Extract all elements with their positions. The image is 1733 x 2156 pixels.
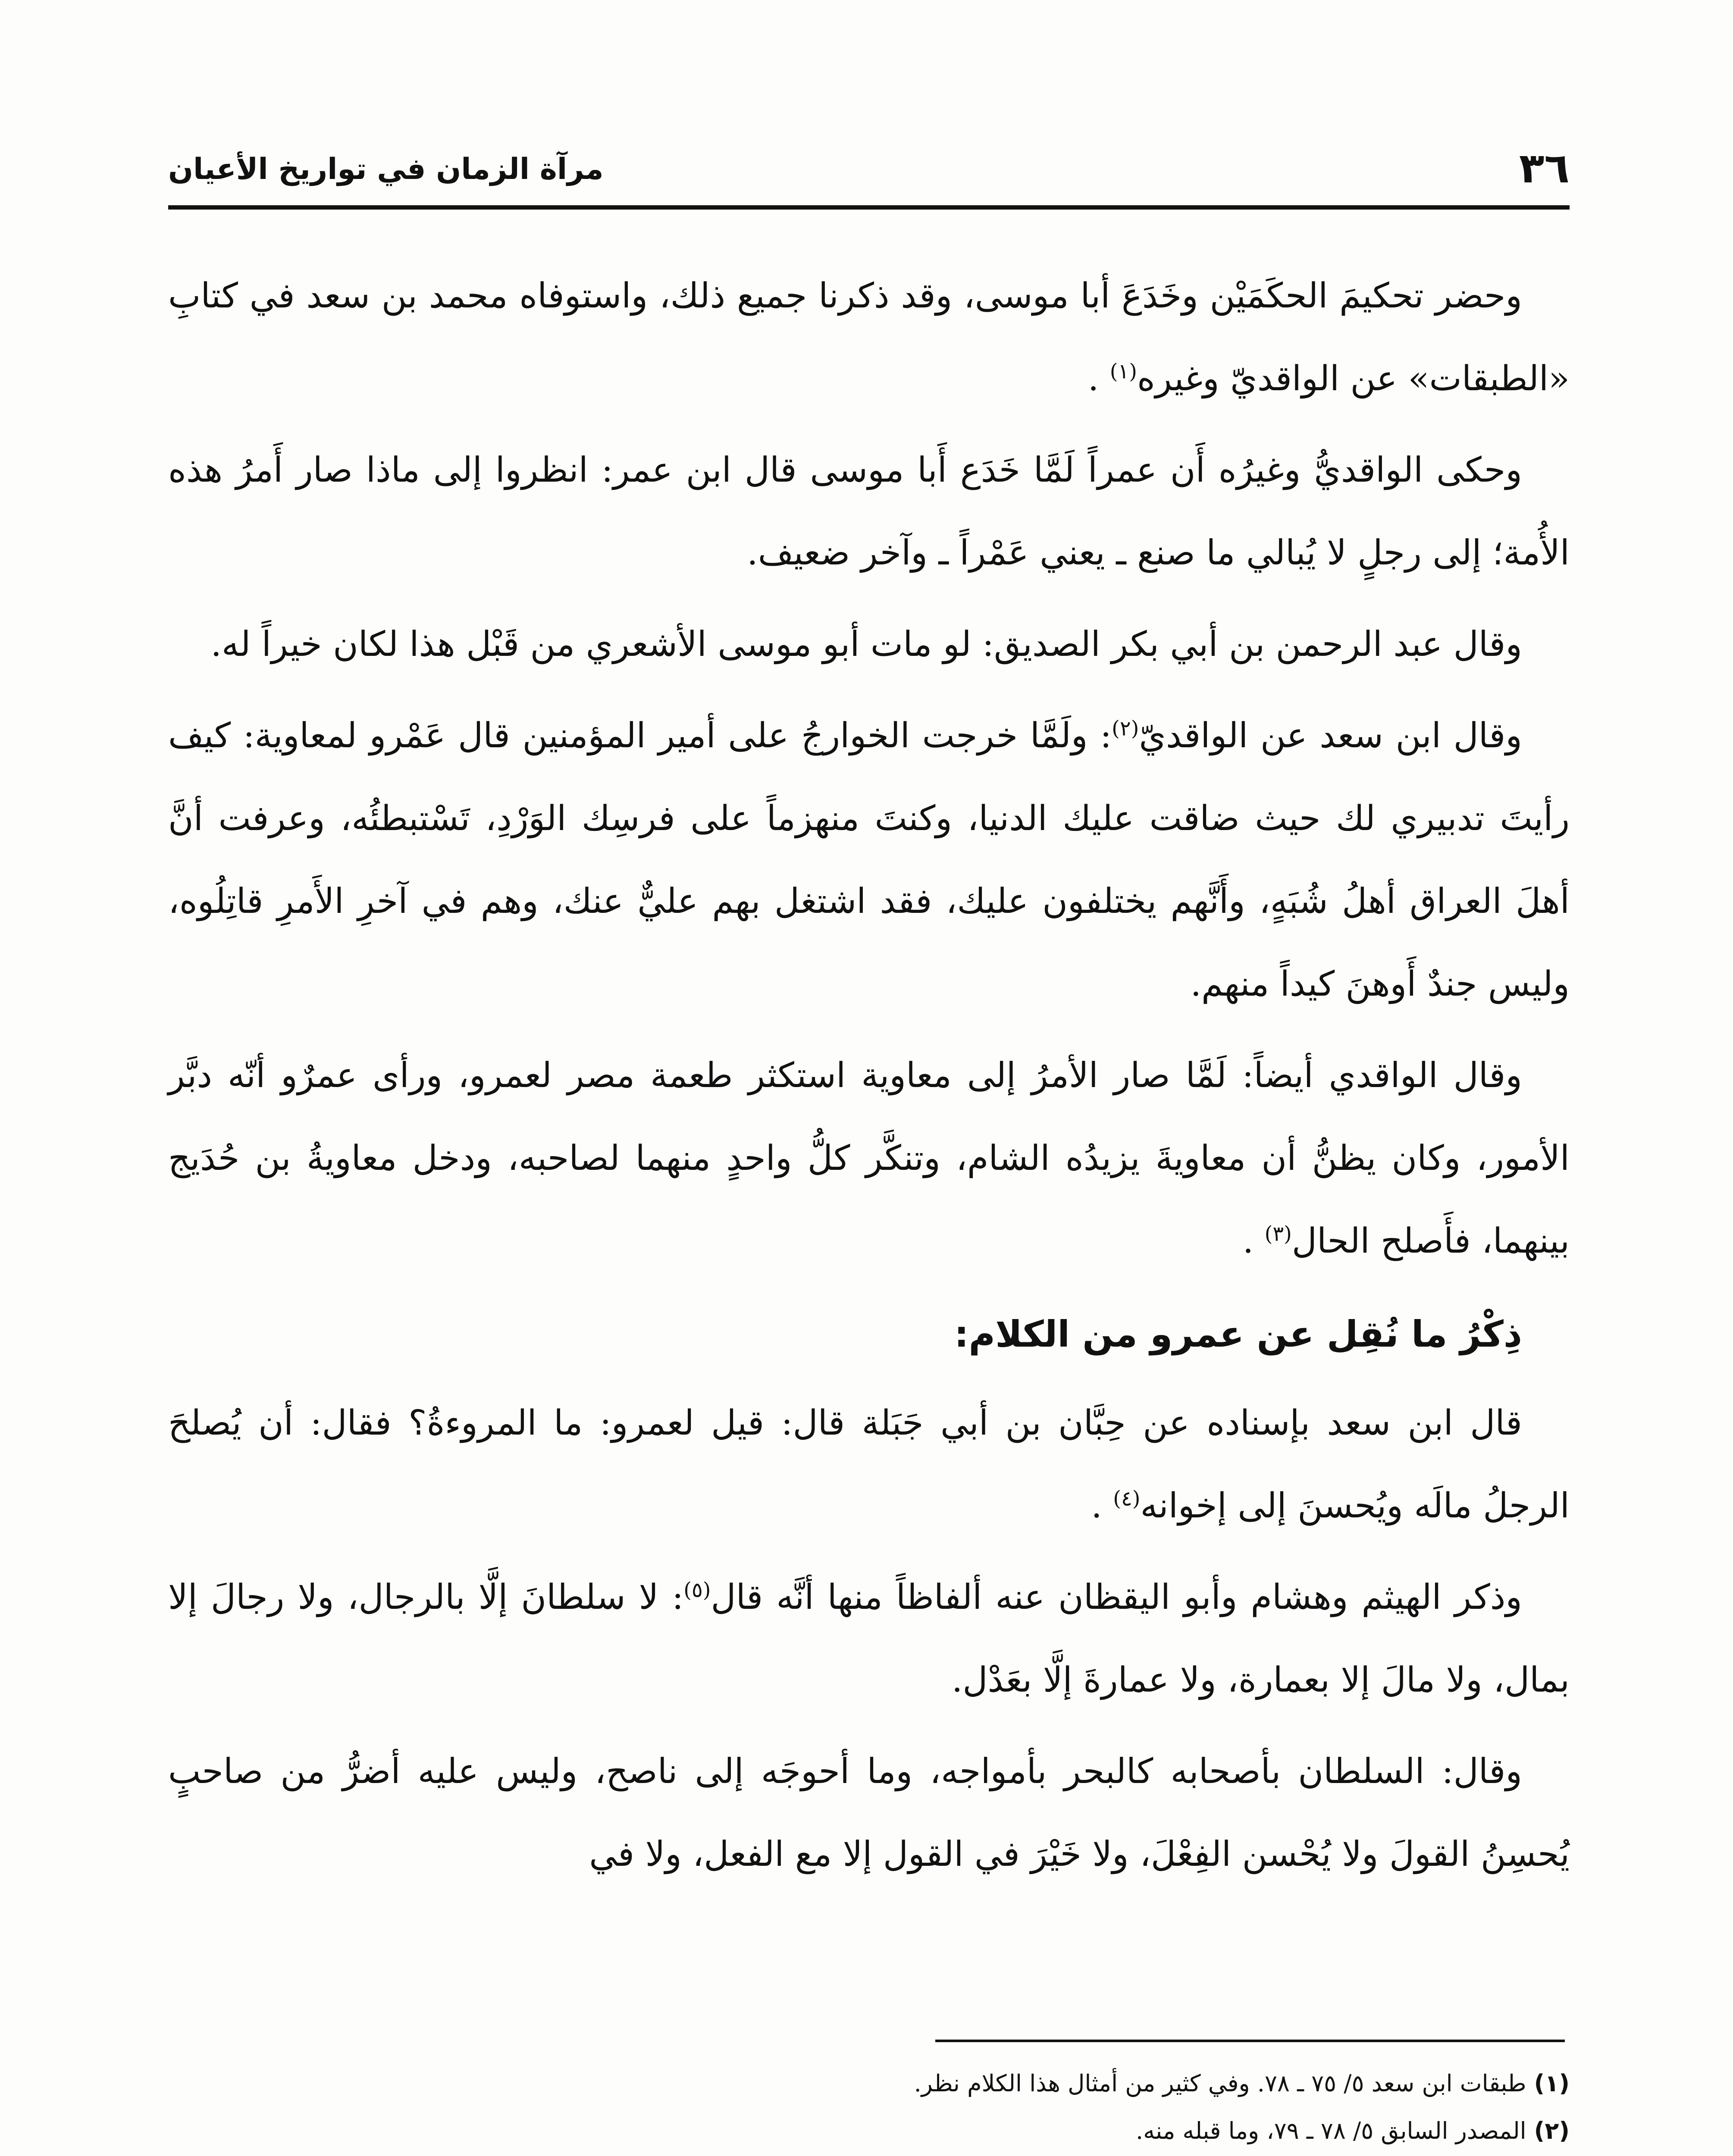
- paragraph-tail: : لا سلطانَ إلَّا بالرجال، ولا رجالَ إلا بمال، ولا مالَ إلا بعمارة، ولا عمارةَ إلَّا بعَدْل.: [168, 1577, 1570, 1700]
- paragraph-text: وذكر الهيثم وهشام وأبو اليقظان عنه ألفاظاً منها أنَّه قال: [711, 1577, 1523, 1617]
- main-text: [168, 254, 1570, 1896]
- footnote-ref: (٢): [1112, 716, 1139, 741]
- footnote-number: (٢): [1534, 2117, 1570, 2144]
- paragraph-tail: .: [1087, 358, 1110, 398]
- section-heading: ذِكْرُ ما نُقِل عن عمرو من الكلام:: [954, 1313, 1522, 1355]
- paragraph-text: وحضر تحكيمَ الحكَمَيْن وخَدَعَ أبا موسى، وقد ذكرنا جميع ذلك، واستوفاه محمد بن سعد في كتابِ «الطبقات» عن الواقديّ وغيره: [168, 276, 1570, 398]
- paragraph-3: [168, 603, 1570, 686]
- paragraph-tail: : ولَمَّا خرجت الخوارجُ على أمير المؤمنين قال عَمْرو لمعاوية: كيف رأيتَ تدبيري لك حيث ضاقت عليك الدنيا، وكنتَ منهزماً على فرسِك الوَرْدِ، تَسْتبطئُه، وعرفت أنَّ أهلَ العراق أهلُ شُبَهٍ، وأَنَّهم يختلفون عليك، فقد اشتغل بهم عليٌّ عنك، وهم في آخرِ الأَمرِ قاتِلُوه، وليس جندٌ أَوهنَ كيداً منهم.: [168, 715, 1570, 1004]
- paragraph-7: [168, 1556, 1570, 1721]
- footnote-ref: (٥): [683, 1578, 711, 1602]
- footnote-rule: [935, 2040, 1565, 2042]
- header-rule: [168, 205, 1570, 210]
- running-title: مرآة الزمان في تواريخ الأعيان: [168, 152, 604, 186]
- footnote-ref: (١): [1109, 359, 1137, 384]
- footnote-ref: (٣): [1264, 1222, 1292, 1246]
- footnotes: [168, 2061, 1570, 2156]
- paragraph-4: [168, 694, 1570, 1025]
- page-number: ٣٦: [1519, 144, 1570, 192]
- page-header: [168, 142, 1570, 194]
- footnote-ref: (٤): [1113, 1486, 1141, 1511]
- paragraph-text: وقال: السلطان بأصحابه كالبحر بأمواجه، وما أحوجَه إلى ناصح، وليس عليه أضرُّ من صاحبٍ يُحسِنُ القولَ ولا يُحْسن الفِعْلَ، ولا خَيْرَ في القول إلا مع الفعل، ولا في: [168, 1751, 1570, 1874]
- footnote-2: [168, 2109, 1570, 2153]
- paragraph-1: [168, 254, 1570, 420]
- paragraph-tail: .: [1091, 1485, 1113, 1526]
- footnote-number: (١): [1534, 2070, 1570, 2097]
- paragraph-text: وحكى الواقديُّ وغيرُه أَن عمراً لَمَّا خَدَع أَبا موسى قال ابن عمر: انظروا إلى ماذا صار أَمرُ هذه الأُمة؛ إلى رجلٍ لا يُبالي ما صنع ـ يعني عَمْراً ـ وآخر ضعيف.: [168, 450, 1570, 573]
- paragraph-6: [168, 1382, 1570, 1547]
- footnote-text: طبقات ابن سعد ٥/ ٧٥ ـ ٧٨. وفي كثير من أمثال هذا الكلام نظر.: [914, 2070, 1526, 2097]
- paragraph-text: وقال عبد الرحمن بن أبي بكر الصديق: لو مات أبو موسى الأشعري من قَبْل هذا لكان خيراً له.: [210, 624, 1522, 664]
- footnote-text: المصدر السابق ٥/ ٧٨ ـ ٧٩، وما قبله منه.: [1136, 2117, 1526, 2144]
- paragraph-8: [168, 1730, 1570, 1896]
- paragraph-text: قال ابن سعد بإسناده عن حِبَّان بن أبي جَبَلة قال: قيل لعمرو: ما المروءةُ؟ فقال: أن يُصلحَ الرجلُ مالَه ويُحسنَ إلى إخوانه: [168, 1403, 1570, 1526]
- paragraph-text: وقال ابن سعد عن الواقديّ: [1139, 715, 1522, 755]
- paragraph-5: [168, 1034, 1570, 1282]
- footnote-1: [168, 2061, 1570, 2106]
- paragraph-2: [168, 429, 1570, 594]
- paragraph-text: وقال الواقدي أيضاً: لَمَّا صار الأمرُ إلى معاوية استكثر طعمة مصر لعمرو، ورأى عمرٌو أنّه دبَّر الأمور، وكان يظنُّ أن معاويةَ يزيدُه الشام، وتنكَّر كلُّ واحدٍ منهما لصاحبه، ودخل معاويةُ بن حُدَيج بينهما، فأَصلح الحال: [168, 1055, 1570, 1261]
- paragraph-tail: .: [1242, 1221, 1265, 1261]
